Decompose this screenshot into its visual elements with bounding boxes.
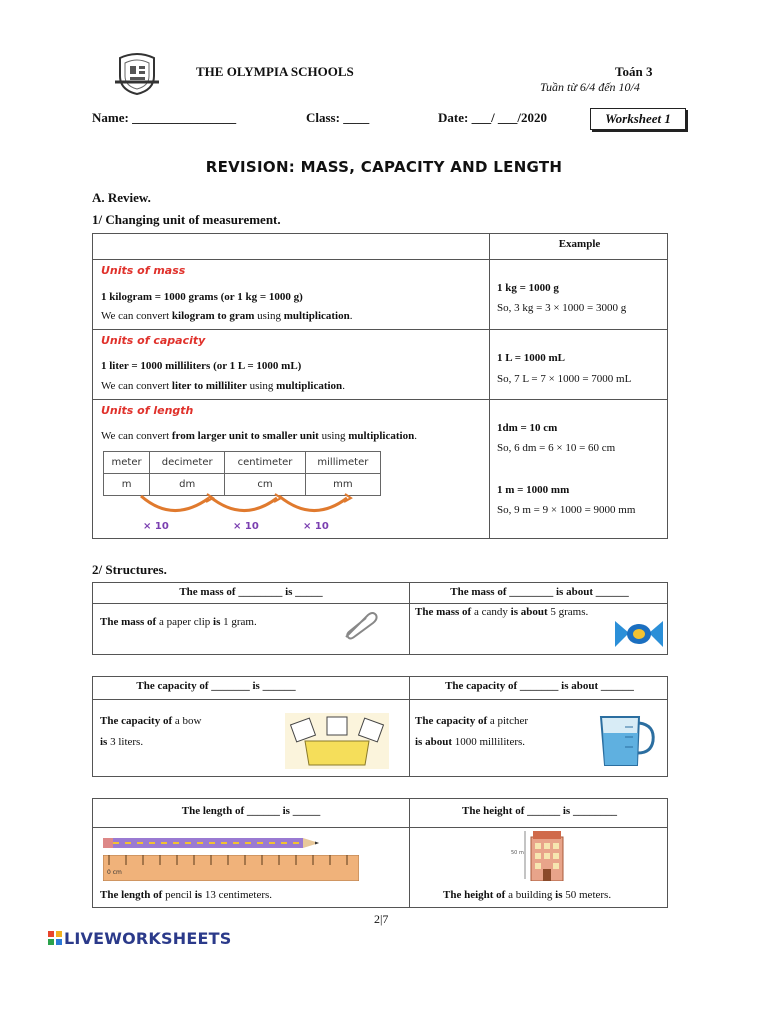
name-field[interactable]: Name: ________________: [92, 110, 237, 125]
capacity-sentence-right-2: is about 1000 milliliters.: [415, 736, 526, 748]
section-1-heading: 1/ Changing unit of measurement.: [92, 212, 281, 227]
paper-clip-icon: [338, 609, 378, 641]
abbr-m: m: [104, 474, 150, 496]
mass-example-1: 1 kg = 1000 g: [497, 282, 559, 294]
mass-example-2: So, 3 kg = 3 × 1000 = 3000 g: [497, 302, 627, 314]
page-number: 2|7: [374, 912, 389, 926]
ruler-start-label: 0 cm: [107, 869, 122, 876]
mass-sentence-left: The mass of a paper clip is 1 gram.: [100, 616, 257, 628]
conversion-arrows: [103, 492, 383, 522]
length-example-4: So, 9 m = 9 × 1000 = 9000 mm: [497, 504, 636, 516]
length-conversion: We can convert from larger unit to smaller unit using multiplication.: [101, 430, 417, 442]
school-name: THE OLYMPIA SCHOOLS: [196, 64, 354, 79]
class-field[interactable]: Class: ____: [306, 110, 370, 125]
unit-centimeter: centimeter: [225, 452, 306, 474]
building-height-label: 50 m: [511, 850, 524, 856]
times-ten-2: × 10: [233, 521, 259, 532]
height-sentence-right: The height of a building is 50 meters.: [443, 889, 612, 901]
capacity-sentence-left-2: is 3 liters.: [100, 736, 144, 748]
example-header: Example: [558, 238, 601, 250]
mass-conversion: We can convert kilogram to gram using multiplication.: [101, 310, 353, 322]
height-header-right: The height of ______ is ________: [462, 805, 617, 817]
abbr-cm: cm: [225, 474, 306, 496]
liveworksheets-logo[interactable]: [48, 928, 231, 948]
units-of-mass-label: Units of mass: [101, 264, 186, 277]
bowl-with-jugs-icon: [285, 713, 389, 769]
units-of-length-label: Units of length: [101, 404, 194, 417]
date-field[interactable]: Date: ___/ ___/2020: [438, 110, 548, 125]
length-structure-table: [92, 798, 668, 908]
week-range: Tuần từ 6/4 đến 10/4: [540, 80, 640, 94]
capacity-sentence-left-1: The capacity of a bow: [100, 715, 202, 727]
school-logo: [114, 52, 160, 96]
times-ten-1: × 10: [143, 521, 169, 532]
unit-millimeter: millimeter: [305, 452, 380, 474]
unit-meter: meter: [104, 452, 150, 474]
units-of-capacity-label: Units of capacity: [101, 334, 206, 347]
mass-sentence-right: The mass of a candy is about 5 grams.: [415, 606, 589, 618]
pitcher-icon: [595, 713, 657, 769]
length-header-left: The length of ______ is _____: [181, 805, 321, 817]
liveworksheets-mark-icon: [48, 931, 62, 945]
mass-header-right: The mass of ________ is about ______: [450, 586, 629, 598]
mass-header-left: The mass of ________ is _____: [179, 586, 323, 598]
ruler-icon: [103, 855, 359, 881]
capacity-example-2: So, 7 L = 7 × 1000 = 7000 mL: [497, 373, 632, 385]
worksheet-badge: [590, 108, 686, 130]
capacity-header-right: The capacity of _______ is about ______: [445, 680, 634, 692]
length-sentence-left: The length of pencil is 13 centimeters.: [100, 889, 273, 901]
abbr-dm: dm: [150, 474, 225, 496]
capacity-definition: 1 liter = 1000 milliliters (or 1 L = 1000 mL): [101, 360, 302, 372]
subject: Toán 3: [615, 64, 653, 79]
section-2-heading: 2/ Structures.: [92, 562, 167, 577]
capacity-example-1: 1 L = 1000 mL: [497, 352, 565, 364]
mass-definition: 1 kilogram = 1000 grams (or 1 kg = 1000 g): [101, 291, 303, 303]
length-units-grid: [103, 451, 381, 496]
units-table: [92, 233, 668, 539]
capacity-header-left: The capacity of _______ is ______: [136, 680, 296, 692]
page-title: REVISION: MASS, CAPACITY AND LENGTH: [205, 158, 563, 176]
length-example-3: 1 m = 1000 mm: [497, 484, 570, 496]
length-example-1: 1dm = 10 cm: [497, 422, 558, 434]
pencil-icon: [103, 835, 329, 851]
times-ten-3: × 10: [303, 521, 329, 532]
capacity-conversion: We can convert liter to milliliter using multiplication.: [101, 380, 345, 392]
section-a-heading: A. Review.: [92, 190, 151, 205]
unit-decimeter: decimeter: [150, 452, 225, 474]
worksheet-label: Worksheet 1: [605, 111, 671, 126]
length-example-2: So, 6 dm = 6 × 10 = 60 cm: [497, 442, 616, 454]
candy-icon: [613, 615, 665, 653]
mass-structure-table: [92, 582, 668, 655]
building-icon: [523, 829, 567, 881]
capacity-structure-table: [92, 676, 668, 777]
liveworksheets-text: LIVEWORKSHEETS: [64, 928, 232, 948]
abbr-mm: mm: [305, 474, 380, 496]
capacity-sentence-right-1: The capacity of a pitcher: [415, 715, 529, 727]
